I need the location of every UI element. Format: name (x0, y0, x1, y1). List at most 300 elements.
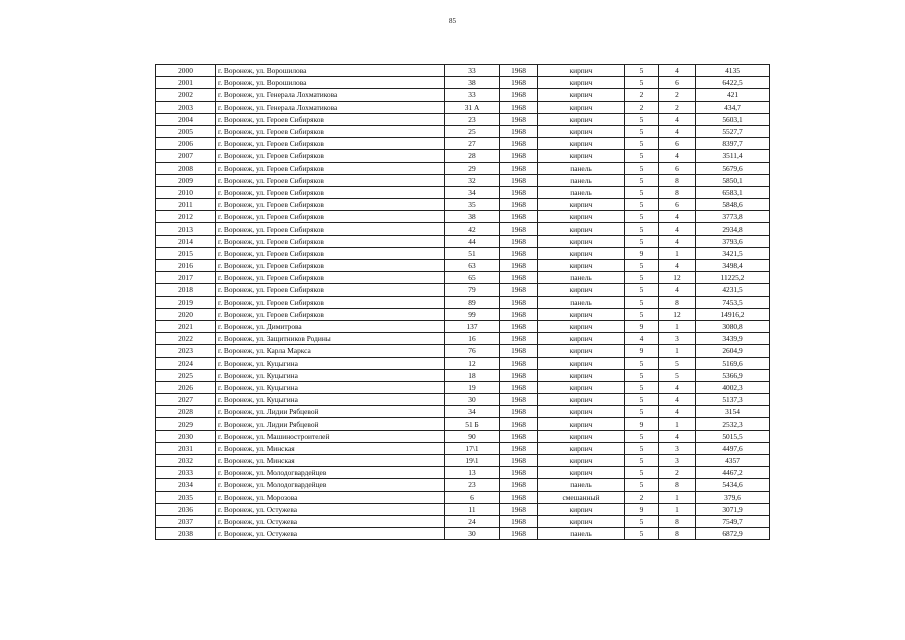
table-row (156, 77, 770, 89)
area-cell: 6422,5 (696, 77, 770, 89)
address-cell: г. Воронеж, ул. Лидии Рябцевой (216, 418, 445, 430)
entrances-cell: 6 (659, 199, 696, 211)
build-year-cell: 1968 (500, 467, 538, 479)
house-number-cell: 65 (445, 272, 500, 284)
build-year-cell: 1968 (500, 89, 538, 101)
row-number-cell: 2016 (156, 260, 216, 272)
floors-cell: 5 (625, 515, 659, 527)
address-cell: г. Воронеж, ул. Героев Сибиряков (216, 296, 445, 308)
address-cell: г. Воронеж, ул. Героев Сибиряков (216, 211, 445, 223)
area-cell: 3498,4 (696, 260, 770, 272)
area-cell: 5366,9 (696, 369, 770, 381)
area-cell: 2934,8 (696, 223, 770, 235)
area-cell: 7549,7 (696, 515, 770, 527)
wall-material-cell: кирпич (538, 77, 625, 89)
address-cell: г. Воронеж, ул. Минская (216, 442, 445, 454)
area-cell: 6872,9 (696, 528, 770, 540)
area-cell: 3080,8 (696, 320, 770, 332)
area-cell: 5015,5 (696, 430, 770, 442)
table-row (156, 418, 770, 430)
address-cell: г. Воронеж, ул. Героев Сибиряков (216, 138, 445, 150)
table-row (156, 296, 770, 308)
build-year-cell: 1968 (500, 455, 538, 467)
build-year-cell: 1968 (500, 320, 538, 332)
house-number-cell: 33 (445, 89, 500, 101)
wall-material-cell: кирпич (538, 247, 625, 259)
entrances-cell: 4 (659, 381, 696, 393)
area-cell: 11225,2 (696, 272, 770, 284)
wall-material-cell: кирпич (538, 357, 625, 369)
entrances-cell: 8 (659, 296, 696, 308)
house-number-cell: 25 (445, 125, 500, 137)
build-year-cell: 1968 (500, 369, 538, 381)
house-number-cell: 38 (445, 211, 500, 223)
build-year-cell: 1968 (500, 125, 538, 137)
entrances-cell: 4 (659, 406, 696, 418)
row-number-cell: 2001 (156, 77, 216, 89)
area-cell: 5603,1 (696, 113, 770, 125)
house-number-cell: 29 (445, 162, 500, 174)
house-number-cell: 12 (445, 357, 500, 369)
area-cell: 379,6 (696, 491, 770, 503)
floors-cell: 2 (625, 491, 659, 503)
house-number-cell: 16 (445, 333, 500, 345)
entrances-cell: 3 (659, 455, 696, 467)
area-cell: 5137,3 (696, 394, 770, 406)
row-number-cell: 2017 (156, 272, 216, 284)
wall-material-cell: панель (538, 479, 625, 491)
floors-cell: 5 (625, 174, 659, 186)
row-number-cell: 2030 (156, 430, 216, 442)
row-number-cell: 2022 (156, 333, 216, 345)
entrances-cell: 4 (659, 394, 696, 406)
floors-cell: 5 (625, 138, 659, 150)
floors-cell: 5 (625, 223, 659, 235)
entrances-cell: 3 (659, 333, 696, 345)
build-year-cell: 1968 (500, 515, 538, 527)
area-cell: 3421,5 (696, 247, 770, 259)
wall-material-cell: кирпич (538, 235, 625, 247)
row-number-cell: 2015 (156, 247, 216, 259)
address-cell: г. Воронеж, ул. Димитрова (216, 320, 445, 332)
address-cell: г. Воронеж, ул. Молодогвардейцев (216, 479, 445, 491)
address-cell: г. Воронеж, ул. Генерала Лохматикова (216, 89, 445, 101)
address-cell: г. Воронеж, ул. Героев Сибиряков (216, 199, 445, 211)
wall-material-cell: панель (538, 528, 625, 540)
floors-cell: 9 (625, 418, 659, 430)
entrances-cell: 12 (659, 308, 696, 320)
floors-cell: 5 (625, 369, 659, 381)
build-year-cell: 1968 (500, 430, 538, 442)
address-cell: г. Воронеж, ул. Героев Сибиряков (216, 113, 445, 125)
wall-material-cell: кирпич (538, 394, 625, 406)
row-number-cell: 2037 (156, 515, 216, 527)
floors-cell: 5 (625, 308, 659, 320)
house-number-cell: 90 (445, 430, 500, 442)
entrances-cell: 8 (659, 186, 696, 198)
area-cell: 3793,6 (696, 235, 770, 247)
area-cell: 5850,1 (696, 174, 770, 186)
house-number-cell: 42 (445, 223, 500, 235)
address-cell: г. Воронеж, ул. Куцыгина (216, 357, 445, 369)
wall-material-cell: панель (538, 186, 625, 198)
area-cell: 8397,7 (696, 138, 770, 150)
row-number-cell: 2028 (156, 406, 216, 418)
address-cell: г. Воронеж, ул. Героев Сибиряков (216, 150, 445, 162)
row-number-cell: 2007 (156, 150, 216, 162)
address-cell: г. Воронеж, ул. Героев Сибиряков (216, 260, 445, 272)
wall-material-cell: кирпич (538, 430, 625, 442)
address-cell: г. Воронеж, ул. Куцыгина (216, 369, 445, 381)
table-row (156, 491, 770, 503)
floors-cell: 5 (625, 150, 659, 162)
floors-cell: 5 (625, 235, 659, 247)
floors-cell: 5 (625, 113, 659, 125)
house-number-cell: 89 (445, 296, 500, 308)
wall-material-cell: кирпич (538, 381, 625, 393)
entrances-cell: 6 (659, 162, 696, 174)
address-cell: г. Воронеж, ул. Молодогвардейцев (216, 467, 445, 479)
entrances-cell: 1 (659, 491, 696, 503)
entrances-cell: 1 (659, 320, 696, 332)
area-cell: 4002,3 (696, 381, 770, 393)
build-year-cell: 1968 (500, 479, 538, 491)
entrances-cell: 1 (659, 503, 696, 515)
address-cell: г. Воронеж, ул. Лидии Рябцевой (216, 406, 445, 418)
row-number-cell: 2025 (156, 369, 216, 381)
row-number-cell: 2021 (156, 320, 216, 332)
table-row (156, 394, 770, 406)
entrances-cell: 8 (659, 479, 696, 491)
build-year-cell: 1968 (500, 394, 538, 406)
wall-material-cell: кирпич (538, 101, 625, 113)
table-row (156, 199, 770, 211)
row-number-cell: 2009 (156, 174, 216, 186)
floors-cell: 5 (625, 467, 659, 479)
area-cell: 2604,9 (696, 345, 770, 357)
house-number-cell: 19\1 (445, 455, 500, 467)
table-row (156, 333, 770, 345)
floors-cell: 2 (625, 89, 659, 101)
wall-material-cell: панель (538, 296, 625, 308)
build-year-cell: 1968 (500, 406, 538, 418)
row-number-cell: 2031 (156, 442, 216, 454)
address-cell: г. Воронеж, ул. Генерала Лохматикова (216, 101, 445, 113)
area-cell: 3511,4 (696, 150, 770, 162)
floors-cell: 9 (625, 247, 659, 259)
house-number-cell: 38 (445, 77, 500, 89)
wall-material-cell: кирпич (538, 503, 625, 515)
row-number-cell: 2012 (156, 211, 216, 223)
address-cell: г. Воронеж, ул. Ворошилова (216, 65, 445, 77)
wall-material-cell: панель (538, 162, 625, 174)
table-row (156, 223, 770, 235)
table-row (156, 369, 770, 381)
build-year-cell: 1968 (500, 162, 538, 174)
area-cell: 5848,6 (696, 199, 770, 211)
address-cell: г. Воронеж, ул. Остужева (216, 503, 445, 515)
entrances-cell: 1 (659, 418, 696, 430)
floors-cell: 5 (625, 430, 659, 442)
entrances-cell: 12 (659, 272, 696, 284)
wall-material-cell: кирпич (538, 442, 625, 454)
wall-material-cell: кирпич (538, 284, 625, 296)
row-number-cell: 2029 (156, 418, 216, 430)
house-number-cell: 79 (445, 284, 500, 296)
wall-material-cell: кирпич (538, 199, 625, 211)
table-row (156, 174, 770, 186)
floors-cell: 5 (625, 381, 659, 393)
entrances-cell: 4 (659, 235, 696, 247)
wall-material-cell: кирпич (538, 418, 625, 430)
table-row (156, 455, 770, 467)
house-number-cell: 35 (445, 199, 500, 211)
floors-cell: 4 (625, 333, 659, 345)
entrances-cell: 3 (659, 442, 696, 454)
build-year-cell: 1968 (500, 199, 538, 211)
floors-cell: 5 (625, 162, 659, 174)
address-cell: г. Воронеж, ул. Героев Сибиряков (216, 223, 445, 235)
house-number-cell: 51 Б (445, 418, 500, 430)
floors-cell: 9 (625, 320, 659, 332)
address-cell: г. Воронеж, ул. Героев Сибиряков (216, 235, 445, 247)
table-row (156, 260, 770, 272)
address-cell: г. Воронеж, ул. Героев Сибиряков (216, 174, 445, 186)
row-number-cell: 2006 (156, 138, 216, 150)
table-row (156, 89, 770, 101)
floors-cell: 5 (625, 442, 659, 454)
build-year-cell: 1968 (500, 101, 538, 113)
area-cell: 3773,8 (696, 211, 770, 223)
floors-cell: 5 (625, 528, 659, 540)
table-row (156, 381, 770, 393)
row-number-cell: 2023 (156, 345, 216, 357)
area-cell: 3439,9 (696, 333, 770, 345)
row-number-cell: 2038 (156, 528, 216, 540)
floors-cell: 5 (625, 199, 659, 211)
row-number-cell: 2024 (156, 357, 216, 369)
row-number-cell: 2008 (156, 162, 216, 174)
wall-material-cell: кирпич (538, 455, 625, 467)
table-row (156, 272, 770, 284)
entrances-cell: 5 (659, 357, 696, 369)
row-number-cell: 2011 (156, 199, 216, 211)
wall-material-cell: кирпич (538, 369, 625, 381)
table-row (156, 101, 770, 113)
registry-body (156, 65, 770, 540)
entrances-cell: 2 (659, 467, 696, 479)
address-cell: г. Воронеж, ул. Куцыгина (216, 381, 445, 393)
floors-cell: 5 (625, 77, 659, 89)
address-cell: г. Воронеж, ул. Героев Сибиряков (216, 247, 445, 259)
floors-cell: 5 (625, 357, 659, 369)
build-year-cell: 1968 (500, 333, 538, 345)
build-year-cell: 1968 (500, 223, 538, 235)
wall-material-cell: кирпич (538, 138, 625, 150)
address-cell: г. Воронеж, ул. Героев Сибиряков (216, 284, 445, 296)
floors-cell: 2 (625, 101, 659, 113)
housing-registry-table (155, 64, 770, 540)
row-number-cell: 2000 (156, 65, 216, 77)
wall-material-cell: кирпич (538, 150, 625, 162)
entrances-cell: 1 (659, 345, 696, 357)
entrances-cell: 8 (659, 528, 696, 540)
wall-material-cell: кирпич (538, 308, 625, 320)
floors-cell: 5 (625, 455, 659, 467)
house-number-cell: 19 (445, 381, 500, 393)
entrances-cell: 4 (659, 223, 696, 235)
floors-cell: 5 (625, 272, 659, 284)
house-number-cell: 30 (445, 394, 500, 406)
floors-cell: 5 (625, 296, 659, 308)
entrances-cell: 1 (659, 247, 696, 259)
entrances-cell: 4 (659, 125, 696, 137)
entrances-cell: 4 (659, 65, 696, 77)
build-year-cell: 1968 (500, 211, 538, 223)
floors-cell: 5 (625, 394, 659, 406)
address-cell: г. Воронеж, ул. Минская (216, 455, 445, 467)
entrances-cell: 6 (659, 77, 696, 89)
row-number-cell: 2018 (156, 284, 216, 296)
build-year-cell: 1968 (500, 284, 538, 296)
row-number-cell: 2034 (156, 479, 216, 491)
house-number-cell: 30 (445, 528, 500, 540)
build-year-cell: 1968 (500, 345, 538, 357)
build-year-cell: 1968 (500, 491, 538, 503)
wall-material-cell: кирпич (538, 406, 625, 418)
entrances-cell: 8 (659, 515, 696, 527)
row-number-cell: 2005 (156, 125, 216, 137)
area-cell: 5679,6 (696, 162, 770, 174)
table-row (156, 479, 770, 491)
row-number-cell: 2027 (156, 394, 216, 406)
address-cell: г. Воронеж, ул. Героев Сибиряков (216, 162, 445, 174)
house-number-cell: 33 (445, 65, 500, 77)
floors-cell: 5 (625, 65, 659, 77)
build-year-cell: 1968 (500, 247, 538, 259)
table-row (156, 357, 770, 369)
row-number-cell: 2004 (156, 113, 216, 125)
build-year-cell: 1968 (500, 186, 538, 198)
house-number-cell: 63 (445, 260, 500, 272)
page-number: 85 (449, 17, 456, 25)
entrances-cell: 2 (659, 89, 696, 101)
floors-cell: 5 (625, 211, 659, 223)
address-cell: г. Воронеж, ул. Ворошилова (216, 77, 445, 89)
build-year-cell: 1968 (500, 260, 538, 272)
build-year-cell: 1968 (500, 442, 538, 454)
house-number-cell: 76 (445, 345, 500, 357)
house-number-cell: 27 (445, 138, 500, 150)
table-row (156, 65, 770, 77)
table-row (156, 150, 770, 162)
house-number-cell: 51 (445, 247, 500, 259)
area-cell: 4231,5 (696, 284, 770, 296)
table-row (156, 528, 770, 540)
floors-cell: 9 (625, 503, 659, 515)
area-cell: 7453,5 (696, 296, 770, 308)
table-row (156, 515, 770, 527)
build-year-cell: 1968 (500, 174, 538, 186)
entrances-cell: 5 (659, 369, 696, 381)
area-cell: 3154 (696, 406, 770, 418)
house-number-cell: 34 (445, 186, 500, 198)
house-number-cell: 13 (445, 467, 500, 479)
table-row (156, 113, 770, 125)
house-number-cell: 44 (445, 235, 500, 247)
wall-material-cell: кирпич (538, 515, 625, 527)
area-cell: 421 (696, 89, 770, 101)
floors-cell: 5 (625, 406, 659, 418)
table-row (156, 503, 770, 515)
table-row (156, 406, 770, 418)
table-row (156, 125, 770, 137)
build-year-cell: 1968 (500, 235, 538, 247)
row-number-cell: 2035 (156, 491, 216, 503)
build-year-cell: 1968 (500, 77, 538, 89)
address-cell: г. Воронеж, ул. Остужева (216, 515, 445, 527)
table-row (156, 186, 770, 198)
area-cell: 14916,2 (696, 308, 770, 320)
area-cell: 4357 (696, 455, 770, 467)
address-cell: г. Воронеж, ул. Остужева (216, 528, 445, 540)
wall-material-cell: кирпич (538, 89, 625, 101)
entrances-cell: 6 (659, 138, 696, 150)
table-row (156, 138, 770, 150)
wall-material-cell: смешанный (538, 491, 625, 503)
area-cell: 5434,6 (696, 479, 770, 491)
wall-material-cell: панель (538, 272, 625, 284)
address-cell: г. Воронеж, ул. Героев Сибиряков (216, 272, 445, 284)
house-number-cell: 23 (445, 479, 500, 491)
wall-material-cell: кирпич (538, 260, 625, 272)
wall-material-cell: кирпич (538, 467, 625, 479)
row-number-cell: 2014 (156, 235, 216, 247)
table-row (156, 308, 770, 320)
house-number-cell: 6 (445, 491, 500, 503)
house-number-cell: 17\1 (445, 442, 500, 454)
wall-material-cell: кирпич (538, 223, 625, 235)
row-number-cell: 2003 (156, 101, 216, 113)
build-year-cell: 1968 (500, 113, 538, 125)
build-year-cell: 1968 (500, 65, 538, 77)
entrances-cell: 4 (659, 260, 696, 272)
floors-cell: 5 (625, 479, 659, 491)
build-year-cell: 1968 (500, 308, 538, 320)
floors-cell: 5 (625, 284, 659, 296)
address-cell: г. Воронеж, ул. Куцыгина (216, 394, 445, 406)
row-number-cell: 2020 (156, 308, 216, 320)
table-row (156, 247, 770, 259)
build-year-cell: 1968 (500, 528, 538, 540)
row-number-cell: 2002 (156, 89, 216, 101)
address-cell: г. Воронеж, ул. Морозова (216, 491, 445, 503)
house-number-cell: 137 (445, 320, 500, 332)
wall-material-cell: кирпич (538, 333, 625, 345)
area-cell: 3071,9 (696, 503, 770, 515)
build-year-cell: 1968 (500, 418, 538, 430)
table-row (156, 345, 770, 357)
house-number-cell: 31 А (445, 101, 500, 113)
wall-material-cell: кирпич (538, 113, 625, 125)
floors-cell: 9 (625, 345, 659, 357)
wall-material-cell: кирпич (538, 345, 625, 357)
wall-material-cell: кирпич (538, 65, 625, 77)
wall-material-cell: кирпич (538, 211, 625, 223)
area-cell: 5169,6 (696, 357, 770, 369)
build-year-cell: 1968 (500, 138, 538, 150)
table-row (156, 162, 770, 174)
